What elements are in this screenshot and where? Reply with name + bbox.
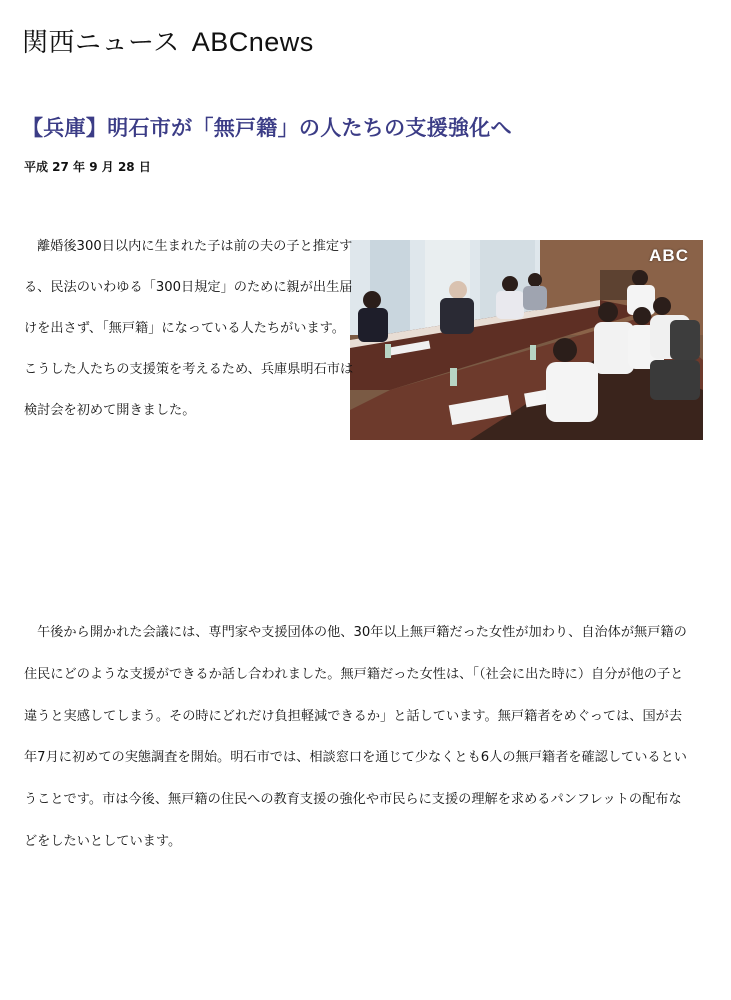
article-paragraph-2: 午後から開かれた会議には、専門家や支援団体の他、30年以上無戸籍だった女性が加わり、自治体が無戸籍の住民にどのような支援ができるか話し合われました。無戸籍だった女性は、「（社会に出た時に）自分が他の子と違うと実感してしまう。その時にどれだけ負担軽減できるか」と話しています。無戸籍者をめぐっては、国が去年7月に初めての実態調査を開始。明石市では、相談窓口を通じて少なくとも6人の無戸籍者を確認しているということです。市は今後、無戸籍の住民への教育支援の強化や市民らに支援の理解を求めるパンフレットの配布などをしたいとしています。 bbox=[24, 625, 687, 849]
site-name-ja: 関西ニュース bbox=[22, 28, 180, 58]
article-paragraph-1: 離婚後300日以内に生まれた子は前の夫の子と推定する、民法のいわゆる「300日規定」のために親が出生届けを出さず、「無戸籍」になっている人たちがいます。こうした人たちの支援策を考えるため、兵庫県明石市は検討会を初めて開きました。 bbox=[24, 239, 354, 418]
site-header bbox=[22, 22, 314, 59]
meeting-photo-illustration bbox=[350, 240, 703, 440]
article-date: 平成 27 年 9 月 28 日 bbox=[24, 160, 151, 174]
article-photo bbox=[350, 240, 703, 440]
site-name-en: ABCnews bbox=[191, 27, 314, 57]
article-headline: 【兵庫】明石市が「無戸籍」の人たちの支援強化へ bbox=[22, 116, 512, 140]
abc-watermark: ABC bbox=[649, 246, 689, 265]
